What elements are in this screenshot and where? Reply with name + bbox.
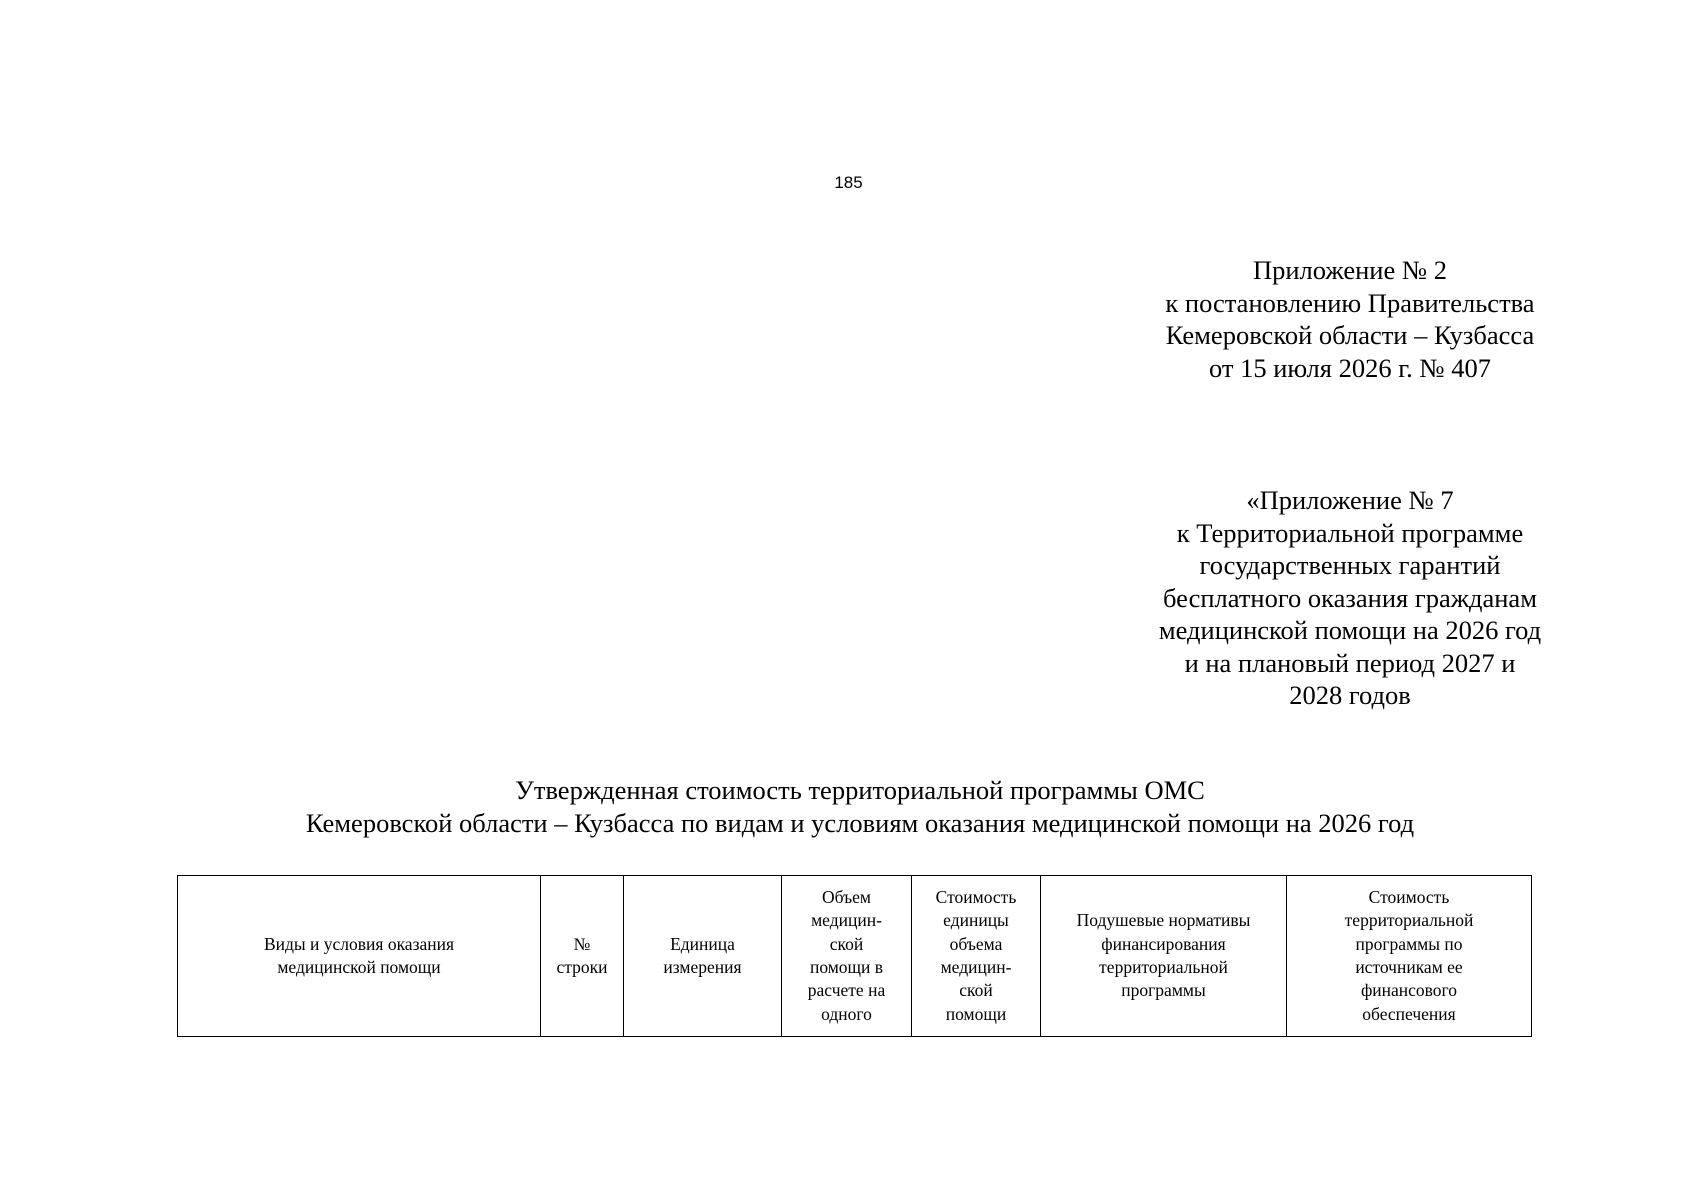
- annex-secondary-line: бесплатного оказания гражданам: [1163, 582, 1537, 613]
- annex-header-primary: [1130, 254, 1570, 384]
- document-title-line: Кемеровской области – Кузбасса по видам и условиям оказания медицинской помощи на 2026 год: [305, 807, 1415, 838]
- annex-secondary-line: 2028 годов: [1289, 680, 1411, 710]
- cost-table: [177, 875, 1532, 1037]
- column-header-program-cost: Стоимость территориальной программы по источникам ее финансового обеспечения: [1287, 876, 1532, 1037]
- column-header-care-types: Виды и условия оказания медицинской помощи: [178, 876, 541, 1037]
- annex-secondary-line: медицинской помощи на 2026 год: [1158, 615, 1542, 645]
- annex-header-secondary: [1130, 484, 1570, 712]
- annex-secondary-line: к Территориальной программе: [1176, 517, 1524, 548]
- page-number: 185: [834, 173, 863, 192]
- document-title: [180, 774, 1540, 839]
- column-header-unit-cost: Стоимость единицы объема медицин- ской помощи: [912, 876, 1041, 1037]
- annex-secondary-line: государственных гарантий: [1199, 550, 1501, 580]
- column-header-volume: Объем медицин- ской помощи в расчете на одного: [782, 876, 912, 1037]
- column-header-unit: Единица измерения: [624, 876, 782, 1037]
- annex-primary-line: к постановлению Правительства: [1165, 287, 1535, 318]
- annex-primary-line: от 15 июля 2026 г. № 407: [1208, 352, 1491, 383]
- document-title-line: Утвержденная стоимость территориальной программы ОМС: [515, 775, 1205, 805]
- table-header-row: [178, 876, 1532, 1037]
- annex-secondary-line: «Приложение № 7: [1246, 485, 1454, 515]
- column-header-per-capita-norms: Подушевые нормативы финансирования территориальной программы: [1041, 876, 1287, 1037]
- annex-primary-line: Приложение № 2: [1252, 255, 1447, 285]
- column-header-row-number: № строки: [541, 876, 624, 1037]
- annex-secondary-line: и на плановый период 2027 и: [1184, 647, 1516, 678]
- annex-primary-line: Кемеровской области – Кузбасса: [1165, 320, 1535, 350]
